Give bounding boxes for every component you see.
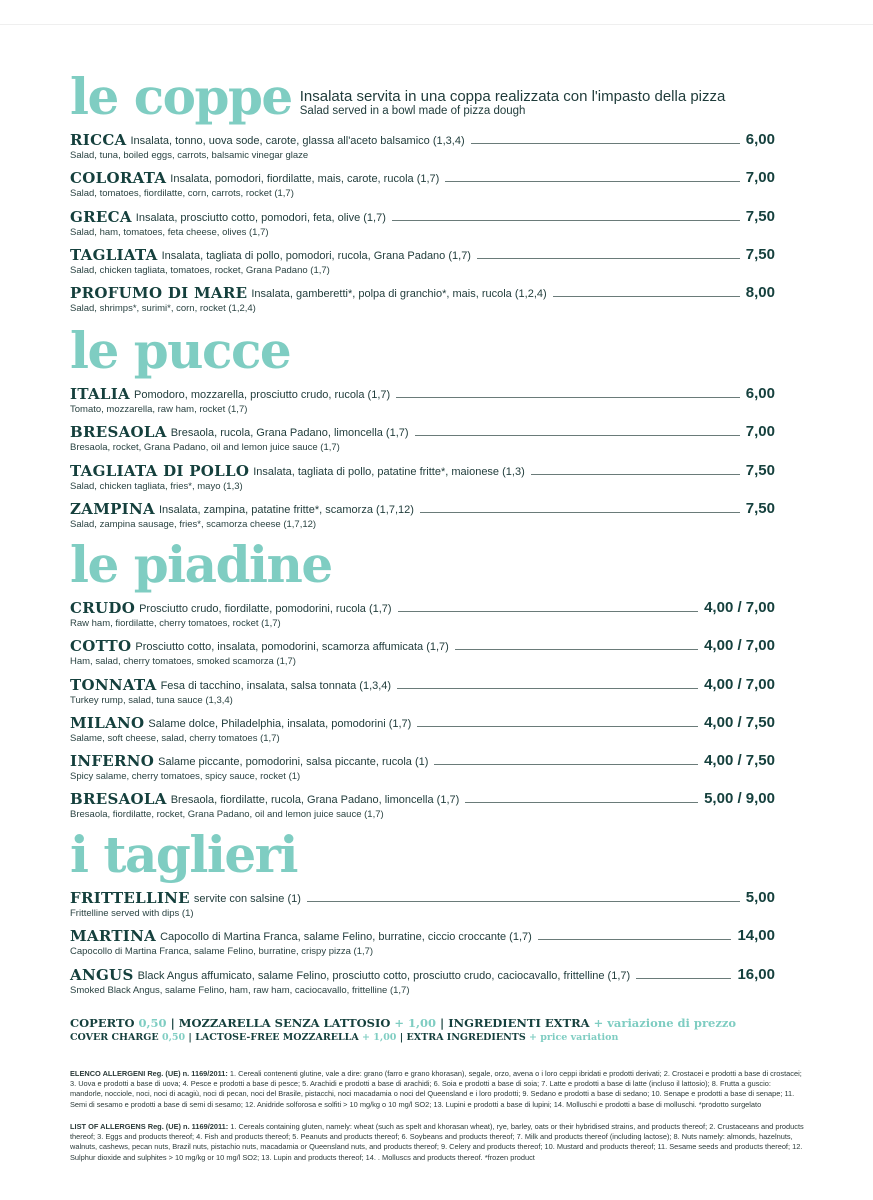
allergens-italian xyxy=(70,1069,805,1110)
item-translation: Salad, zampina sausage, fries*, scamorza cheese (1,7,12) xyxy=(70,518,317,530)
item-price: 4,00 / 7,50 xyxy=(704,752,775,770)
section-le-piadine xyxy=(70,530,775,827)
leader-line xyxy=(417,726,698,727)
section-header xyxy=(70,62,775,126)
item-description: Fesa di tacchino, insalata, salsa tonnata (1,3,4) xyxy=(160,679,392,692)
item-description: Insalata, tagliata di pollo, patatine fritte*, maionese (1,3) xyxy=(253,465,525,478)
coperto-price: 0,50 xyxy=(138,1016,167,1030)
menu-item xyxy=(70,282,775,320)
menu-item xyxy=(70,750,775,788)
item-name: PROFUMO DI MARE xyxy=(70,284,248,303)
leader-line xyxy=(445,181,739,182)
item-name: TAGLIATA xyxy=(70,245,158,264)
section-header xyxy=(70,820,775,884)
menu-item xyxy=(70,244,775,282)
item-price: 8,00 xyxy=(745,284,775,302)
item-name: FRITTELLINE xyxy=(70,889,190,907)
item-price: 14,00 xyxy=(737,927,775,945)
top-divider xyxy=(0,24,873,25)
leader-line xyxy=(477,258,740,259)
leader-line xyxy=(434,764,698,765)
item-name: COLORATA xyxy=(70,169,167,188)
lactose-free-price: + 1,00 xyxy=(394,1016,437,1030)
item-name: TONNATA xyxy=(70,675,157,694)
leader-line xyxy=(531,474,740,475)
section-le-pucce xyxy=(70,316,775,536)
item-translation: Smoked Black Angus, salame Felino, ham, raw ham, caciocavallo, frittelline (1,7) xyxy=(70,984,410,996)
item-price: 4,00 / 7,50 xyxy=(704,713,775,731)
leader-line xyxy=(307,901,740,902)
cover-charge-price: 0,50 xyxy=(161,1032,186,1043)
allergens-text-en: 1. Cereals containing gluten, namely: wheat (such as spelt and khorasan wheat), rye, barley, oats or their hybridised strains, and products thereof; 2. Crustaceans and products thereof; 3. Eggs and products thereof; 4. Fish and products thereof; 5. Peanuts and products thereof; 6. Soybeans and products thereof; 7. Milk and products thereof (including lactose); 8. Nuts namely: almonds, hazelnuts, walnuts, cashews, pecan nuts, Brazil nuts, pistachio nuts, macadamia or Queensland nuts, and products thereof; 9. Celery and products thereof; 10. Mustard and products thereof; 11. Sesame seeds and products thereof; 12. Sulphur dioxide and sulphites > 10 mg/kg or 10 mg/l SO2; 13. Lupin and products thereof; 14. . Molluscs and products thereof. *frozen product xyxy=(70,1122,804,1162)
separator: | xyxy=(170,1016,175,1030)
menu-item xyxy=(70,964,775,1002)
item-description: Insalata, pomodori, fiordilatte, mais, carote, rucola (1,7) xyxy=(170,173,440,186)
item-translation: Capocollo di Martina Franca, salame Felino, burratine, crispy pizza (1,7) xyxy=(70,946,374,958)
separator: | xyxy=(440,1016,445,1030)
item-translation: Bresaola, fiordilatte, rocket, Grana Padano, oil and lemon juice sauce (1,7) xyxy=(70,809,384,821)
item-translation: Tomato, mozzarella, raw ham, rocket (1,7) xyxy=(70,404,248,415)
menu-item xyxy=(70,167,775,205)
extra-ingredients-note-en: + price variation xyxy=(529,1032,619,1043)
item-description: servite con salsine (1) xyxy=(193,893,301,905)
item-description: Insalata, zampina, patatine fritte*, scamorza (1,7,12) xyxy=(158,503,414,516)
item-price: 4,00 / 7,00 xyxy=(704,675,775,693)
item-name: ZAMPINA xyxy=(70,499,155,518)
extras-english xyxy=(70,1031,790,1044)
extra-ingredients-note: + variazione di prezzo xyxy=(593,1016,737,1030)
section-title: le coppe xyxy=(70,67,292,126)
leader-line xyxy=(396,397,740,398)
menu-item xyxy=(70,925,775,963)
item-price: 7,00 xyxy=(745,169,775,187)
section-title: le pucce xyxy=(70,321,291,380)
section-le-coppe xyxy=(70,62,775,320)
coperto-label: COPERTO xyxy=(70,1016,135,1030)
item-name: ITALIA xyxy=(70,385,130,403)
item-description: Insalata, gamberetti*, polpa di granchio*, mais, rucola (1,2,4) xyxy=(251,288,547,301)
lactose-free-label-en: LACTOSE-FREE MOZZARELLA xyxy=(195,1032,359,1043)
cover-charge-label: COVER CHARGE xyxy=(70,1032,159,1043)
item-name: GRECA xyxy=(70,207,132,226)
item-price: 4,00 / 7,00 xyxy=(704,599,775,616)
allergens-title-it: ELENCO ALLERGENI Reg. (UE) n. 1169/2011: xyxy=(70,1069,228,1078)
item-price: 7,50 xyxy=(745,245,775,263)
item-description: Insalata, tonno, uova sode, carote, glassa all'aceto balsamico (1,3,4) xyxy=(130,135,465,147)
menu-item xyxy=(70,887,775,925)
item-price: 4,00 / 7,00 xyxy=(704,637,775,655)
item-translation: Salad, tomatoes, fiordilatte, corn, carrots, rocket (1,7) xyxy=(70,188,294,200)
allergens-title-en: LIST OF ALLERGENS Reg. (UE) n. 1169/2011: xyxy=(70,1122,229,1131)
menu-item xyxy=(70,674,775,712)
item-price: 7,50 xyxy=(745,207,775,225)
leader-line xyxy=(420,512,740,513)
extra-ingredients-label-en: EXTRA INGREDIENTS xyxy=(406,1032,526,1043)
allergens-english xyxy=(70,1122,805,1163)
item-description: Bresaola, rucola, Grana Padano, limoncella (1,7) xyxy=(170,427,409,440)
item-name: INFERNO xyxy=(70,752,155,771)
item-translation: Salame, soft cheese, salad, cherry tomatoes (1,7) xyxy=(70,732,280,744)
subtitle-english: Salad served in a bowl made of pizza dough xyxy=(299,105,526,117)
item-description: Insalata, tagliata di pollo, pomodori, rucola, Grana Padano (1,7) xyxy=(161,249,471,262)
item-translation: Frittelline served with dips (1) xyxy=(70,908,194,919)
menu-item xyxy=(70,597,775,635)
item-translation: Salad, tuna, boiled eggs, carrots, balsamic vinegar glaze xyxy=(70,150,309,161)
leader-line xyxy=(636,978,731,979)
item-translation: Ham, salad, cherry tomatoes, smoked scamorza (1,7) xyxy=(70,656,296,668)
lactose-free-price-en: + 1,00 xyxy=(362,1032,397,1043)
item-price: 7,00 xyxy=(745,423,775,441)
item-translation: Spicy salame, cherry tomatoes, spicy sauce, rocket (1) xyxy=(70,771,301,783)
item-name: COTTO xyxy=(70,637,132,656)
item-description: Salame dolce, Philadelphia, insalata, pomodorini (1,7) xyxy=(148,717,412,730)
item-translation: Raw ham, fiordilatte, cherry tomatoes, rocket (1,7) xyxy=(70,618,281,629)
item-price: 7,50 xyxy=(745,461,775,479)
leader-line xyxy=(397,688,698,689)
leader-line xyxy=(398,611,699,612)
menu-item xyxy=(70,129,775,167)
leader-line xyxy=(392,220,740,221)
item-description: Black Angus affumicato, salame Felino, prosciutto cotto, prosciutto crudo, caciocavallo, frittelline (1,7) xyxy=(137,969,631,982)
item-price: 5,00 xyxy=(745,889,775,906)
item-price: 6,00 xyxy=(745,385,775,402)
item-translation: Bresaola, rocket, Grana Padano, oil and lemon juice sauce (1,7) xyxy=(70,442,340,454)
section-title: i taglieri xyxy=(70,825,297,884)
section-subtitle xyxy=(300,88,726,122)
item-description: Pomodoro, mozzarella, prosciutto crudo, rucola (1,7) xyxy=(134,389,391,401)
menu-item xyxy=(70,635,775,673)
subtitle-italian: Insalata servita in una coppa realizzata con l'impasto della pizza xyxy=(299,88,726,105)
item-name: ANGUS xyxy=(70,965,134,984)
item-translation: Salad, shrimps*, surimi*, corn, rocket (1,2,4) xyxy=(70,303,256,315)
item-name: MILANO xyxy=(70,713,145,732)
lactose-free-label: MOZZARELLA SENZA LATTOSIO xyxy=(178,1016,391,1030)
item-name: RICCA xyxy=(70,131,127,149)
item-name: BRESAOLA xyxy=(70,423,167,442)
item-description: Prosciutto cotto, insalata, pomodorini, scamorza affumicata (1,7) xyxy=(135,641,449,654)
leader-line xyxy=(538,939,732,940)
menu-item xyxy=(70,383,775,421)
item-translation: Salad, chicken tagliata, tomatoes, rocket, Grana Padano (1,7) xyxy=(70,264,330,276)
extras-block xyxy=(70,1016,790,1044)
leader-line xyxy=(455,649,698,650)
leader-line xyxy=(553,296,740,297)
item-description: Prosciutto crudo, fiordilatte, pomodorini, rucola (1,7) xyxy=(139,603,392,615)
item-name: MARTINA xyxy=(70,927,157,946)
extra-ingredients-label: INGREDIENTI EXTRA xyxy=(448,1016,590,1030)
item-description: Capocollo di Martina Franca, salame Felino, burratine, ciccio croccante (1,7) xyxy=(160,931,532,944)
menu-items xyxy=(70,129,775,320)
menu-item xyxy=(70,460,775,498)
menu-item xyxy=(70,421,775,459)
leader-line xyxy=(465,802,698,803)
menu-items xyxy=(70,597,775,827)
section-i-taglieri xyxy=(70,820,775,1002)
item-price: 16,00 xyxy=(737,965,775,983)
leader-line xyxy=(471,143,740,144)
menu-items xyxy=(70,887,775,1002)
item-name: TAGLIATA DI POLLO xyxy=(70,461,250,480)
menu-item xyxy=(70,712,775,750)
item-description: Insalata, prosciutto cotto, pomodori, feta, olive (1,7) xyxy=(135,211,386,224)
section-title: le piadine xyxy=(70,535,332,594)
item-translation: Salad, chicken tagliata, fries*, mayo (1,3) xyxy=(70,480,243,492)
section-header xyxy=(70,316,775,380)
separator: | xyxy=(188,1032,192,1043)
menu-items xyxy=(70,383,775,536)
separator: | xyxy=(399,1032,404,1043)
menu-item xyxy=(70,206,775,244)
item-price: 7,50 xyxy=(745,499,775,517)
item-price: 6,00 xyxy=(745,131,775,148)
leader-line xyxy=(415,435,740,436)
item-translation: Turkey rump, salad, tuna sauce (1,3,4) xyxy=(70,694,233,706)
extras-italian xyxy=(70,1016,790,1031)
item-description: Salame piccante, pomodorini, salsa piccante, rucola (1) xyxy=(158,756,429,769)
item-description: Bresaola, fiordilatte, rucola, Grana Padano, limoncella (1,7) xyxy=(170,794,460,807)
allergens-text-it: 1. Cereali contenenti glutine, vale a dire: grano (farro e grano khorasan), segale, orzo, avena o i loro ceppi ibridati e prodotti derivati; 2. Crostacei e prodotti a base di crostacei; 3. Uova e prodotti a base di uova; 4. Pesce e prodotti a base di pesce; 5. Arachidi e prodotti a base di arachidi; 6. Soia e prodotti a base di soia; 7. Latte e prodotti a base di latte (incluso il lattosio); 8. Frutta a guscio: mandorle, nocciole, noci, noci di acagiù, noci di pecan, noci del Brasile, pistacchi, noci macadamia o noci del Queensland e i loro prodotti; 9. Sedano e prodotti a base di sedano; 10. Senape e prodotti a base di senape; 11. Semi di sesamo e prodotti a base di semi di sesamo; 12. Anidride solforosa e solfiti > 10 mg/kg o 10 mg/l SO2; 13. Lupini e prodotti a base di lupini; 14. Molluschi e prodotti a base di molluschi. *prodotto surgelato xyxy=(70,1069,802,1109)
item-price: 5,00 / 9,00 xyxy=(704,790,775,808)
item-name: CRUDO xyxy=(70,599,136,617)
section-header xyxy=(70,530,775,594)
item-translation: Salad, ham, tomatoes, feta cheese, olives (1,7) xyxy=(70,226,269,238)
item-name: BRESAOLA xyxy=(70,790,167,809)
